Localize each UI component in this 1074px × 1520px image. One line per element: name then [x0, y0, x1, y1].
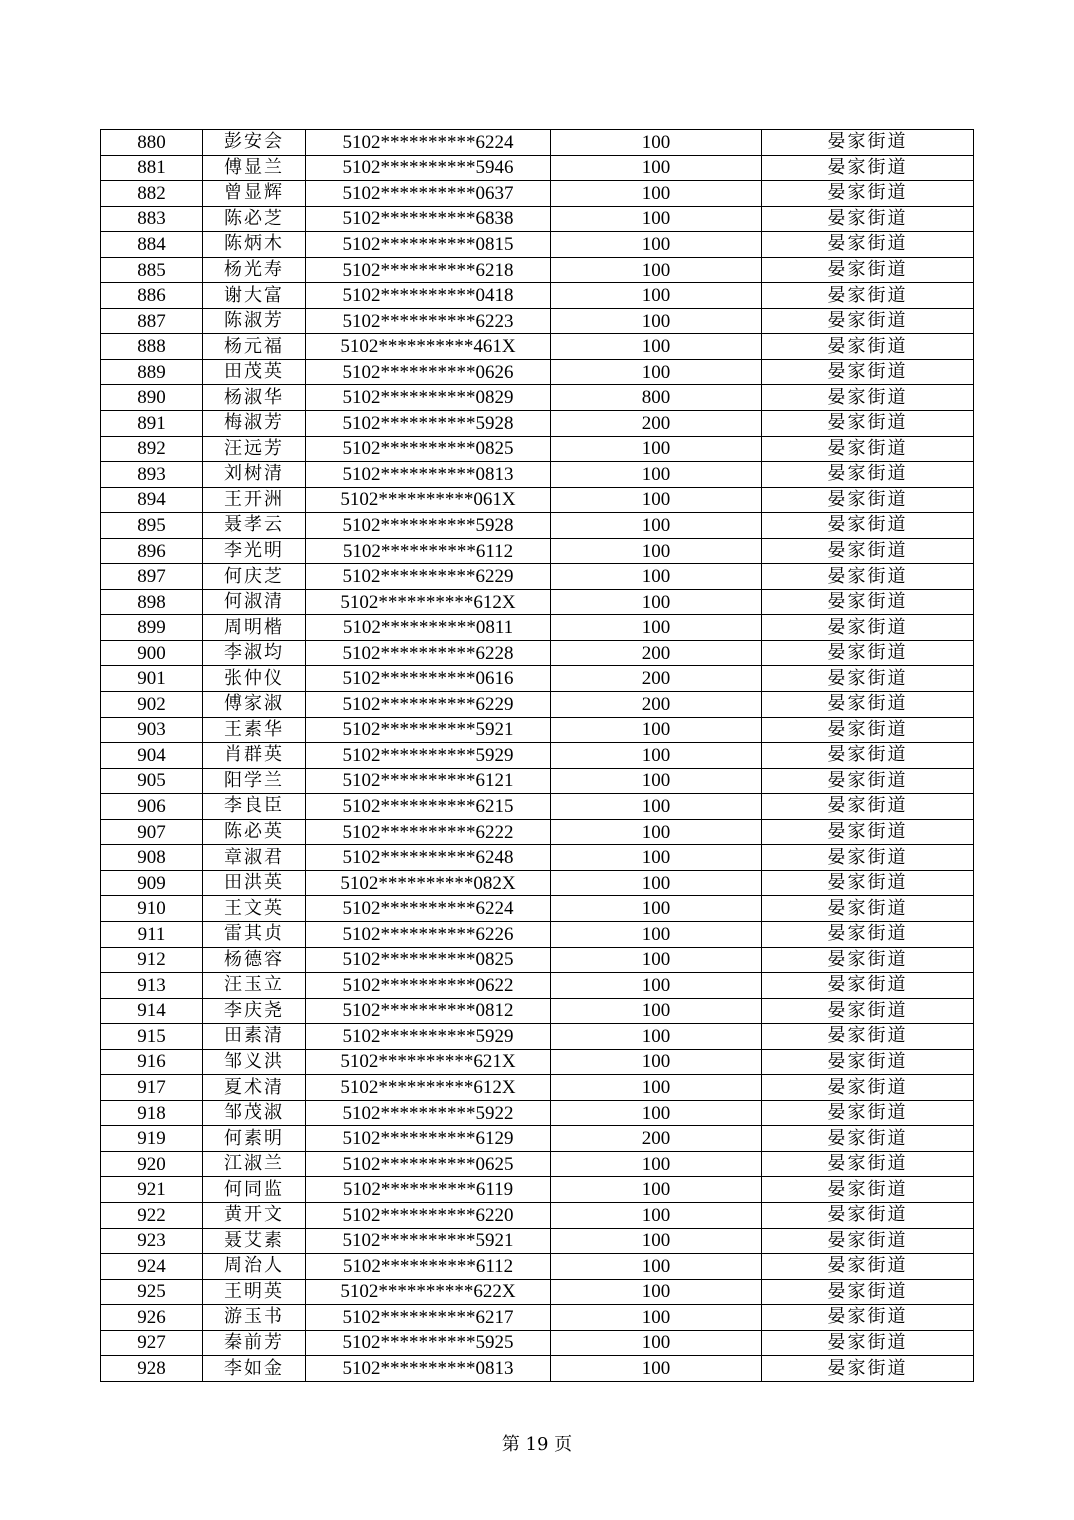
amount-cell: 100	[551, 1279, 762, 1305]
id-number-cell: 5102**********6222	[306, 819, 551, 845]
amount-cell: 100	[551, 1356, 762, 1382]
name-cell: 陈必芝	[203, 206, 306, 232]
id-number-cell: 5102**********0622	[306, 973, 551, 999]
street-cell: 晏家街道	[762, 896, 974, 922]
id-number-cell: 5102**********6224	[306, 130, 551, 156]
name-cell: 梅淑芳	[203, 411, 306, 437]
row-number-cell: 888	[101, 334, 203, 360]
street-cell: 晏家街道	[762, 411, 974, 437]
table-row	[101, 1279, 974, 1305]
row-number-cell: 901	[101, 666, 203, 692]
row-number-cell: 927	[101, 1330, 203, 1356]
id-number-cell: 5102**********622X	[306, 1279, 551, 1305]
amount-cell: 100	[551, 743, 762, 769]
street-cell: 晏家街道	[762, 1305, 974, 1331]
name-cell: 田洪英	[203, 870, 306, 896]
table-row	[101, 411, 974, 437]
name-cell: 江淑兰	[203, 1151, 306, 1177]
name-cell: 汪远芳	[203, 436, 306, 462]
amount-cell: 100	[551, 1075, 762, 1101]
amount-cell: 100	[551, 564, 762, 590]
amount-cell: 100	[551, 1024, 762, 1050]
name-cell: 杨淑华	[203, 385, 306, 411]
id-number-cell: 5102**********0815	[306, 232, 551, 258]
street-cell: 晏家街道	[762, 640, 974, 666]
row-number-cell: 915	[101, 1024, 203, 1050]
table-row	[101, 564, 974, 590]
id-number-cell: 5102**********082X	[306, 870, 551, 896]
row-number-cell: 896	[101, 538, 203, 564]
amount-cell: 100	[551, 1254, 762, 1280]
name-cell: 杨元福	[203, 334, 306, 360]
street-cell: 晏家街道	[762, 947, 974, 973]
amount-cell: 100	[551, 870, 762, 896]
table-row	[101, 359, 974, 385]
name-cell: 李光明	[203, 538, 306, 564]
name-cell: 雷其贞	[203, 921, 306, 947]
street-cell: 晏家街道	[762, 462, 974, 488]
id-number-cell: 5102**********6224	[306, 896, 551, 922]
street-cell: 晏家街道	[762, 538, 974, 564]
name-cell: 杨光寿	[203, 257, 306, 283]
table-row	[101, 743, 974, 769]
name-cell: 陈必英	[203, 819, 306, 845]
name-cell: 田素清	[203, 1024, 306, 1050]
table-row	[101, 768, 974, 794]
name-cell: 田茂英	[203, 359, 306, 385]
row-number-cell: 905	[101, 768, 203, 794]
name-cell: 黄开文	[203, 1202, 306, 1228]
amount-cell: 100	[551, 308, 762, 334]
id-number-cell: 5102**********0813	[306, 462, 551, 488]
row-number-cell: 923	[101, 1228, 203, 1254]
id-number-cell: 5102**********612X	[306, 1075, 551, 1101]
name-cell: 王开洲	[203, 487, 306, 513]
amount-cell: 100	[551, 615, 762, 641]
name-cell: 秦前芳	[203, 1330, 306, 1356]
row-number-cell: 912	[101, 947, 203, 973]
street-cell: 晏家街道	[762, 1075, 974, 1101]
row-number-cell: 913	[101, 973, 203, 999]
amount-cell: 100	[551, 998, 762, 1024]
row-number-cell: 918	[101, 1100, 203, 1126]
name-cell: 王文英	[203, 896, 306, 922]
name-cell: 周治人	[203, 1254, 306, 1280]
table-row	[101, 1075, 974, 1101]
table-row	[101, 717, 974, 743]
table-row	[101, 206, 974, 232]
name-cell: 王明英	[203, 1279, 306, 1305]
row-number-cell: 881	[101, 155, 203, 181]
table-row	[101, 947, 974, 973]
table-row	[101, 640, 974, 666]
row-number-cell: 902	[101, 692, 203, 718]
id-number-cell: 5102**********6217	[306, 1305, 551, 1331]
id-number-cell: 5102**********0812	[306, 998, 551, 1024]
amount-cell: 100	[551, 845, 762, 871]
row-number-cell: 911	[101, 921, 203, 947]
name-cell: 周明楷	[203, 615, 306, 641]
street-cell: 晏家街道	[762, 768, 974, 794]
amount-cell: 100	[551, 1330, 762, 1356]
amount-cell: 200	[551, 692, 762, 718]
id-number-cell: 5102**********6228	[306, 640, 551, 666]
name-cell: 傅家淑	[203, 692, 306, 718]
row-number-cell: 904	[101, 743, 203, 769]
street-cell: 晏家街道	[762, 589, 974, 615]
row-number-cell: 917	[101, 1075, 203, 1101]
amount-cell: 100	[551, 513, 762, 539]
name-cell: 王素华	[203, 717, 306, 743]
amount-cell: 100	[551, 768, 762, 794]
row-number-cell: 895	[101, 513, 203, 539]
table-row	[101, 334, 974, 360]
id-number-cell: 5102**********6112	[306, 1254, 551, 1280]
table-row	[101, 973, 974, 999]
name-cell: 邹义洪	[203, 1049, 306, 1075]
amount-cell: 100	[551, 155, 762, 181]
id-number-cell: 5102**********5928	[306, 513, 551, 539]
id-number-cell: 5102**********6215	[306, 794, 551, 820]
amount-cell: 100	[551, 896, 762, 922]
table-row	[101, 283, 974, 309]
amount-cell: 100	[551, 206, 762, 232]
amount-cell: 200	[551, 666, 762, 692]
table-row	[101, 385, 974, 411]
table-row	[101, 1305, 974, 1331]
id-number-cell: 5102**********0825	[306, 947, 551, 973]
table-row	[101, 1024, 974, 1050]
table-row	[101, 589, 974, 615]
id-number-cell: 5102**********0829	[306, 385, 551, 411]
row-number-cell: 914	[101, 998, 203, 1024]
id-number-cell: 5102**********6112	[306, 538, 551, 564]
table-row	[101, 870, 974, 896]
amount-cell: 100	[551, 589, 762, 615]
row-number-cell: 906	[101, 794, 203, 820]
street-cell: 晏家街道	[762, 794, 974, 820]
table-row	[101, 181, 974, 207]
id-number-cell: 5102**********621X	[306, 1049, 551, 1075]
id-number-cell: 5102**********5928	[306, 411, 551, 437]
id-number-cell: 5102**********461X	[306, 334, 551, 360]
row-number-cell: 884	[101, 232, 203, 258]
id-number-cell: 5102**********5946	[306, 155, 551, 181]
street-cell: 晏家街道	[762, 1100, 974, 1126]
name-cell: 章淑君	[203, 845, 306, 871]
amount-cell: 100	[551, 283, 762, 309]
amount-cell: 100	[551, 1177, 762, 1203]
name-cell: 陈炳木	[203, 232, 306, 258]
street-cell: 晏家街道	[762, 819, 974, 845]
table-row	[101, 1330, 974, 1356]
street-cell: 晏家街道	[762, 436, 974, 462]
id-number-cell: 5102**********0813	[306, 1356, 551, 1382]
table-row	[101, 998, 974, 1024]
table-row	[101, 1151, 974, 1177]
table-row	[101, 538, 974, 564]
street-cell: 晏家街道	[762, 692, 974, 718]
street-cell: 晏家街道	[762, 308, 974, 334]
table-row	[101, 896, 974, 922]
amount-cell: 100	[551, 1305, 762, 1331]
street-cell: 晏家街道	[762, 1228, 974, 1254]
street-cell: 晏家街道	[762, 1279, 974, 1305]
table-row	[101, 308, 974, 334]
row-number-cell: 880	[101, 130, 203, 156]
name-cell: 阳学兰	[203, 768, 306, 794]
street-cell: 晏家街道	[762, 283, 974, 309]
id-number-cell: 5102**********0418	[306, 283, 551, 309]
table-row	[101, 1177, 974, 1203]
street-cell: 晏家街道	[762, 513, 974, 539]
row-number-cell: 887	[101, 308, 203, 334]
street-cell: 晏家街道	[762, 921, 974, 947]
id-number-cell: 5102**********6129	[306, 1126, 551, 1152]
street-cell: 晏家街道	[762, 1254, 974, 1280]
name-cell: 何同监	[203, 1177, 306, 1203]
row-number-cell: 924	[101, 1254, 203, 1280]
name-cell: 聂孝云	[203, 513, 306, 539]
name-cell: 邹茂淑	[203, 1100, 306, 1126]
row-number-cell: 916	[101, 1049, 203, 1075]
table-row	[101, 1202, 974, 1228]
row-number-cell: 893	[101, 462, 203, 488]
id-number-cell: 5102**********6229	[306, 692, 551, 718]
name-cell: 张仲仪	[203, 666, 306, 692]
amount-cell: 100	[551, 334, 762, 360]
id-number-cell: 5102**********6226	[306, 921, 551, 947]
table-row	[101, 1228, 974, 1254]
amount-cell: 100	[551, 436, 762, 462]
table-body	[101, 130, 974, 1382]
street-cell: 晏家街道	[762, 155, 974, 181]
table-row	[101, 1126, 974, 1152]
street-cell: 晏家街道	[762, 1024, 974, 1050]
row-number-cell: 892	[101, 436, 203, 462]
street-cell: 晏家街道	[762, 334, 974, 360]
street-cell: 晏家街道	[762, 181, 974, 207]
id-number-cell: 5102**********5929	[306, 1024, 551, 1050]
street-cell: 晏家街道	[762, 1330, 974, 1356]
row-number-cell: 900	[101, 640, 203, 666]
name-cell: 李如金	[203, 1356, 306, 1382]
row-number-cell: 886	[101, 283, 203, 309]
street-cell: 晏家街道	[762, 1356, 974, 1382]
name-cell: 肖群英	[203, 743, 306, 769]
row-number-cell: 922	[101, 1202, 203, 1228]
street-cell: 晏家街道	[762, 845, 974, 871]
id-number-cell: 5102**********6119	[306, 1177, 551, 1203]
id-number-cell: 5102**********0811	[306, 615, 551, 641]
street-cell: 晏家街道	[762, 1049, 974, 1075]
id-number-cell: 5102**********5921	[306, 717, 551, 743]
id-number-cell: 5102**********5921	[306, 1228, 551, 1254]
name-cell: 李庆尧	[203, 998, 306, 1024]
name-cell: 陈淑芳	[203, 308, 306, 334]
amount-cell: 100	[551, 462, 762, 488]
amount-cell: 100	[551, 359, 762, 385]
table-row	[101, 692, 974, 718]
name-cell: 谢大富	[203, 283, 306, 309]
row-number-cell: 889	[101, 359, 203, 385]
name-cell: 汪玉立	[203, 973, 306, 999]
amount-cell: 100	[551, 1202, 762, 1228]
id-number-cell: 5102**********6121	[306, 768, 551, 794]
table-row	[101, 615, 974, 641]
name-cell: 李淑均	[203, 640, 306, 666]
street-cell: 晏家街道	[762, 1126, 974, 1152]
id-number-cell: 5102**********6218	[306, 257, 551, 283]
amount-cell: 100	[551, 1049, 762, 1075]
data-table	[100, 129, 974, 1382]
table-row	[101, 819, 974, 845]
name-cell: 彭安会	[203, 130, 306, 156]
row-number-cell: 919	[101, 1126, 203, 1152]
row-number-cell: 890	[101, 385, 203, 411]
table-row	[101, 1100, 974, 1126]
street-cell: 晏家街道	[762, 487, 974, 513]
amount-cell: 100	[551, 794, 762, 820]
id-number-cell: 5102**********0825	[306, 436, 551, 462]
row-number-cell: 910	[101, 896, 203, 922]
row-number-cell: 928	[101, 1356, 203, 1382]
table-row	[101, 513, 974, 539]
table-row	[101, 232, 974, 258]
amount-cell: 200	[551, 1126, 762, 1152]
street-cell: 晏家街道	[762, 130, 974, 156]
table-row	[101, 845, 974, 871]
amount-cell: 100	[551, 1228, 762, 1254]
name-cell: 夏术清	[203, 1075, 306, 1101]
street-cell: 晏家街道	[762, 973, 974, 999]
amount-cell: 100	[551, 1100, 762, 1126]
street-cell: 晏家街道	[762, 1151, 974, 1177]
id-number-cell: 5102**********5922	[306, 1100, 551, 1126]
name-cell: 聂艾素	[203, 1228, 306, 1254]
id-number-cell: 5102**********612X	[306, 589, 551, 615]
row-number-cell: 885	[101, 257, 203, 283]
street-cell: 晏家街道	[762, 206, 974, 232]
amount-cell: 100	[551, 973, 762, 999]
amount-cell: 100	[551, 921, 762, 947]
id-number-cell: 5102**********5925	[306, 1330, 551, 1356]
table-row	[101, 155, 974, 181]
street-cell: 晏家街道	[762, 870, 974, 896]
name-cell: 何庆芝	[203, 564, 306, 590]
row-number-cell: 907	[101, 819, 203, 845]
street-cell: 晏家街道	[762, 359, 974, 385]
table-row	[101, 666, 974, 692]
row-number-cell: 926	[101, 1305, 203, 1331]
id-number-cell: 5102**********6223	[306, 308, 551, 334]
street-cell: 晏家街道	[762, 998, 974, 1024]
id-number-cell: 5102**********0625	[306, 1151, 551, 1177]
table-row	[101, 436, 974, 462]
amount-cell: 100	[551, 257, 762, 283]
id-number-cell: 5102**********6220	[306, 1202, 551, 1228]
table-row	[101, 257, 974, 283]
street-cell: 晏家街道	[762, 385, 974, 411]
name-cell: 游玉书	[203, 1305, 306, 1331]
table-row	[101, 1254, 974, 1280]
street-cell: 晏家街道	[762, 1177, 974, 1203]
row-number-cell: 882	[101, 181, 203, 207]
id-number-cell: 5102**********061X	[306, 487, 551, 513]
street-cell: 晏家街道	[762, 232, 974, 258]
page-number: 第 19 页	[501, 1434, 573, 1455]
street-cell: 晏家街道	[762, 666, 974, 692]
row-number-cell: 897	[101, 564, 203, 590]
amount-cell: 200	[551, 411, 762, 437]
id-number-cell: 5102**********6229	[306, 564, 551, 590]
street-cell: 晏家街道	[762, 743, 974, 769]
name-cell: 杨德容	[203, 947, 306, 973]
table-row	[101, 794, 974, 820]
street-cell: 晏家街道	[762, 717, 974, 743]
row-number-cell: 894	[101, 487, 203, 513]
street-cell: 晏家街道	[762, 257, 974, 283]
row-number-cell: 921	[101, 1177, 203, 1203]
data-table-container	[100, 129, 973, 1382]
table-row	[101, 1049, 974, 1075]
row-number-cell: 903	[101, 717, 203, 743]
name-cell: 傅显兰	[203, 155, 306, 181]
street-cell: 晏家街道	[762, 564, 974, 590]
street-cell: 晏家街道	[762, 1202, 974, 1228]
id-number-cell: 5102**********6838	[306, 206, 551, 232]
row-number-cell: 920	[101, 1151, 203, 1177]
row-number-cell: 925	[101, 1279, 203, 1305]
id-number-cell: 5102**********0637	[306, 181, 551, 207]
amount-cell: 100	[551, 717, 762, 743]
row-number-cell: 898	[101, 589, 203, 615]
row-number-cell: 908	[101, 845, 203, 871]
row-number-cell: 883	[101, 206, 203, 232]
name-cell: 刘树清	[203, 462, 306, 488]
id-number-cell: 5102**********5929	[306, 743, 551, 769]
amount-cell: 200	[551, 640, 762, 666]
amount-cell: 100	[551, 819, 762, 845]
name-cell: 李良臣	[203, 794, 306, 820]
amount-cell: 100	[551, 232, 762, 258]
table-row	[101, 462, 974, 488]
table-row	[101, 130, 974, 156]
amount-cell: 100	[551, 538, 762, 564]
table-row	[101, 921, 974, 947]
amount-cell: 800	[551, 385, 762, 411]
amount-cell: 100	[551, 1151, 762, 1177]
amount-cell: 100	[551, 487, 762, 513]
name-cell: 何素明	[203, 1126, 306, 1152]
row-number-cell: 899	[101, 615, 203, 641]
name-cell: 曾显辉	[203, 181, 306, 207]
id-number-cell: 5102**********0616	[306, 666, 551, 692]
amount-cell: 100	[551, 130, 762, 156]
amount-cell: 100	[551, 181, 762, 207]
row-number-cell: 909	[101, 870, 203, 896]
row-number-cell: 891	[101, 411, 203, 437]
table-row	[101, 1356, 974, 1382]
id-number-cell: 5102**********6248	[306, 845, 551, 871]
amount-cell: 100	[551, 947, 762, 973]
name-cell: 何淑清	[203, 589, 306, 615]
table-row	[101, 487, 974, 513]
street-cell: 晏家街道	[762, 615, 974, 641]
id-number-cell: 5102**********0626	[306, 359, 551, 385]
